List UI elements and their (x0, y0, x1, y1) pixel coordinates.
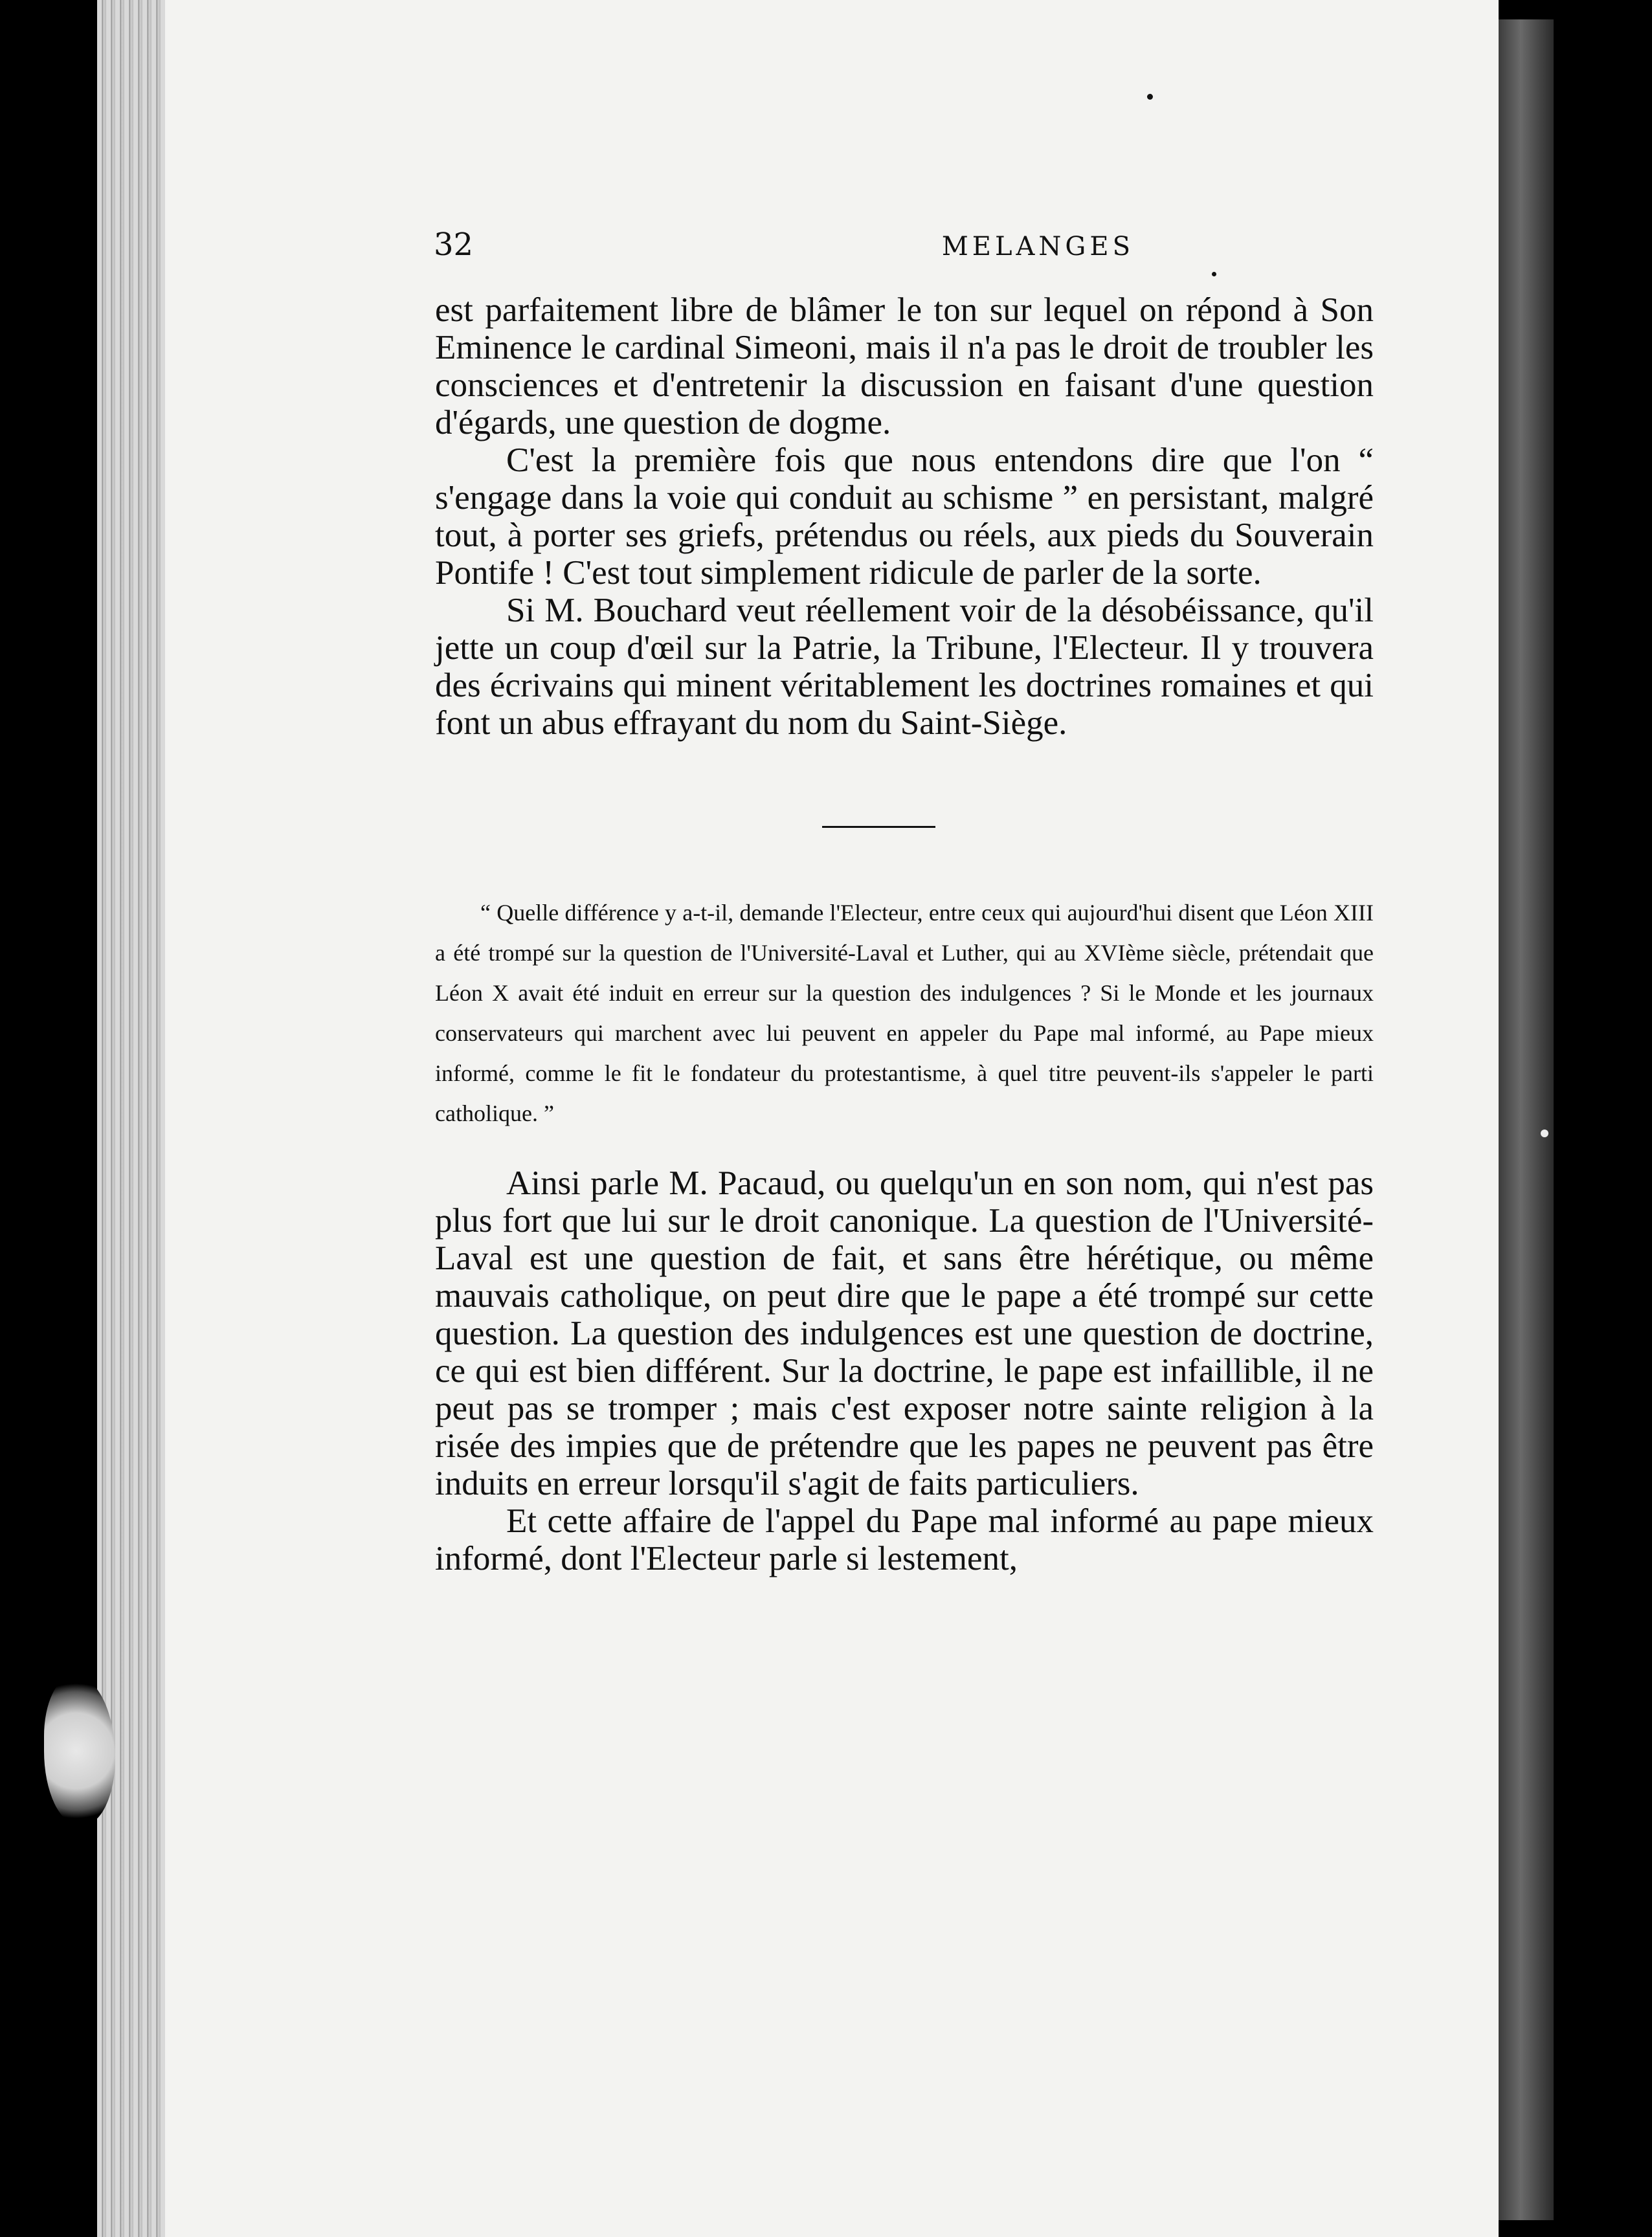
page-header (435, 227, 1374, 278)
paragraph-bouchard: Si M. Bouchard veut réellement voir de la désobéissance, qu'il jette un coup d'œil sur la Patrie, la Tribune, l'Electeur. Il y trouvera des écrivains qui minent véritablement les doctrines romaines et qui font un abus effrayant du nom du Saint-Siège. (435, 592, 1374, 742)
section-divider (822, 826, 935, 828)
paragraph-continuation: est parfaitement libre de blâmer le ton sur lequel on répond à Son Eminence le cardinal Simeoni, mais il n'a pas le droit de troubler les consciences et d'entretenir la discussion en faisant d'une question d'égards, une question de dogme. (435, 291, 1374, 441)
paragraph-pacaud: Ainsi parle M. Pacaud, ou quelqu'un en son nom, qui n'est pas plus fort que lui sur le droit canonique. La question de l'Université-Laval est une question de fait, et sans être hérétique, ou même mauvais catholique, on peut dire que le pape a été trompé sur cette question. La question des indulgences est une question de doctrine, ce qui est bien différent. Sur la doctrine, le pape est infaillible, il ne peut pas se tromper ; mais c'est exposer notre sainte religion à la risée des impies que de prétendre que les papes ne peuvent pas être induits en erreur lorsqu'il s'agit de faits particuliers. (435, 1164, 1374, 1502)
page-content (435, 227, 1374, 1577)
ink-speck (1541, 1130, 1548, 1137)
paragraph-schisme: C'est la première fois que nous entendons dire que l'on “ s'engage dans la voie qui conduit au schisme ” en persistant, malgré tout, à porter ses griefs, prétendus ou réels, aux pieds du Souverain Pontife ! C'est tout simplement ridicule de parler de la sorte. (435, 441, 1374, 592)
page-number: 32 (434, 227, 474, 263)
quoted-passage: “ Quelle différence y a-t-il, demande l'Electeur, entre ceux qui aujourd'hui disent que Léon XIII a été trompé sur la question de l'Université-Laval et Luther, qui au XVIème siècle, prétendait que Léon X avait été induit en erreur sur la question des indulgences ? Si le Monde et les journaux conservateurs qui marchent avec lui peuvent en appeler du Pape mal informé, au Pape mieux informé, comme le fit le fondateur du protestantisme, à quel titre peuvent-ils s'appeler le parti catholique. ” (435, 900, 1374, 1126)
running-title: MELANGES (941, 232, 1134, 262)
paragraph-appel: Et cette affaire de l'appel du Pape mal informé au pape mieux informé, dont l'Electeur parle si lestement, (435, 1502, 1374, 1577)
ink-speck (1147, 94, 1153, 100)
binding-shadow (1499, 19, 1554, 2220)
